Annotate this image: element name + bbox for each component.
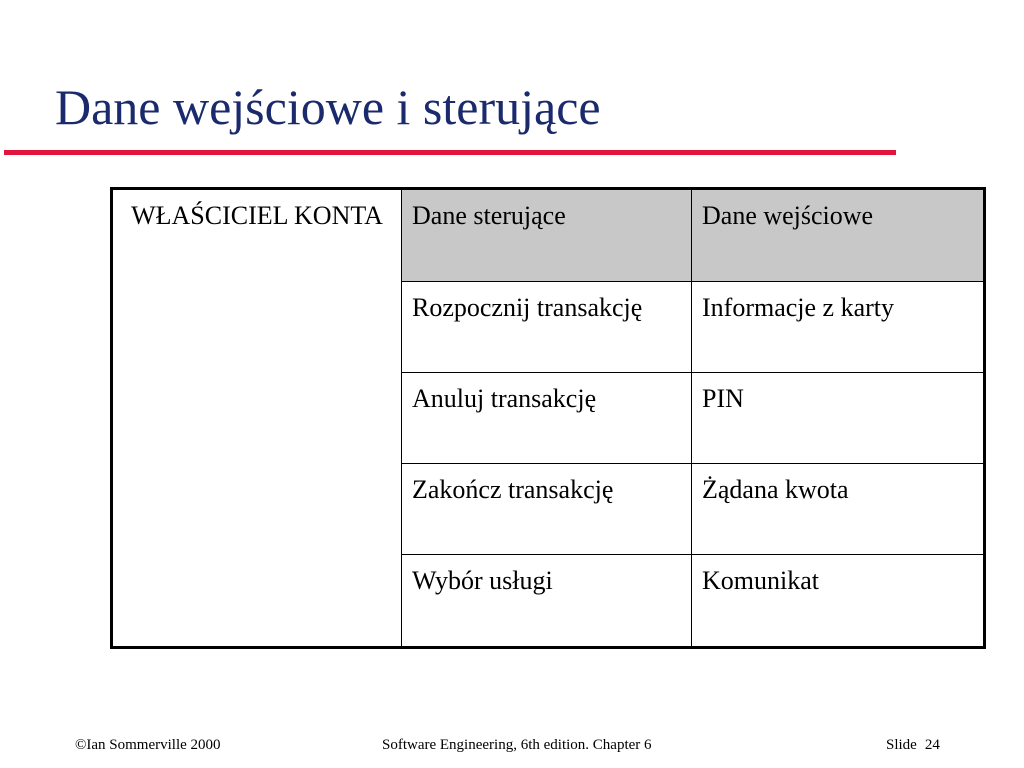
slide-label: Slide bbox=[886, 737, 917, 753]
slide-title: Dane wejściowe i sterujące bbox=[55, 79, 601, 135]
header-control-data: Dane sterujące bbox=[402, 189, 692, 282]
footer-book-reference: Software Engineering, 6th edition. Chapter 6 bbox=[382, 737, 652, 753]
control-input-table bbox=[110, 187, 986, 649]
input-cell: PIN bbox=[692, 373, 985, 464]
input-cell: Informacje z karty bbox=[692, 282, 985, 373]
control-cell: Zakończ transakcję bbox=[402, 463, 692, 554]
header-input-data: Dane wejściowe bbox=[692, 189, 985, 282]
slide-number: 24 bbox=[924, 737, 940, 753]
control-cell: Anuluj transakcję bbox=[402, 373, 692, 464]
control-cell: Wybór usługi bbox=[402, 554, 692, 647]
title-underline-rule bbox=[4, 150, 896, 155]
input-cell: Żądana kwota bbox=[692, 463, 985, 554]
owner-cell: WŁAŚCICIEL KONTA bbox=[112, 189, 402, 648]
input-cell: Komunikat bbox=[692, 554, 985, 647]
control-cell: Rozpocznij transakcję bbox=[402, 282, 692, 373]
table-header-row bbox=[112, 189, 985, 282]
footer-slide-number bbox=[886, 737, 940, 754]
footer-copyright: ©Ian Sommerville 2000 bbox=[75, 737, 221, 753]
